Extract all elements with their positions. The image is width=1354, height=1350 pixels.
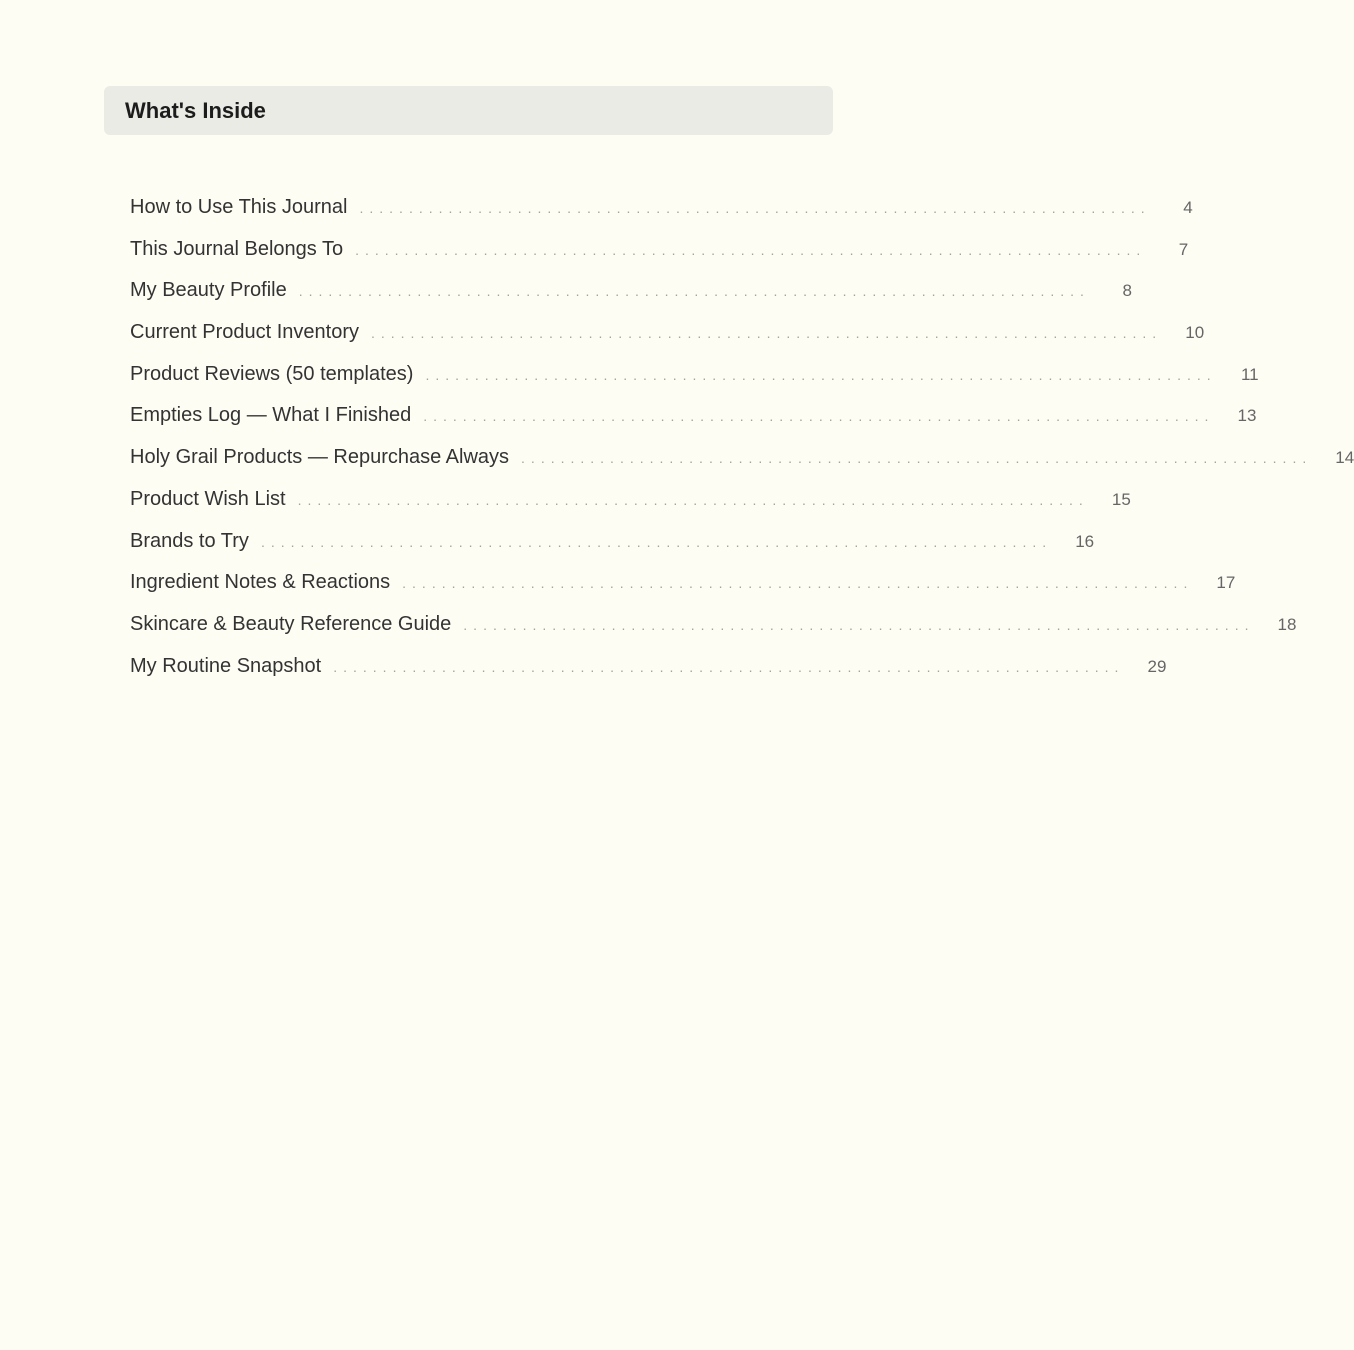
toc-entry-title: Holy Grail Products — Repurchase Always — [130, 446, 510, 469]
toc-entry-title: My Beauty Profile — [130, 279, 287, 302]
toc-entry-title: My Routine Snapshot — [130, 654, 322, 677]
toc-entry-title: Product Reviews (50 templates) — [130, 362, 414, 385]
toc-entry-page: 29 — [1147, 656, 1167, 676]
toc-entry-page: 16 — [1075, 531, 1095, 551]
toc-entry[interactable] — [130, 437, 1354, 479]
dot-leader: ................................................................................ — [463, 616, 1255, 633]
toc-entry-page: 14 — [1335, 448, 1354, 468]
toc-entry-title: Empties Log — What I Finished — [130, 404, 412, 427]
toc-entry-page: 18 — [1277, 614, 1297, 634]
toc-entry[interactable] — [130, 354, 1259, 396]
toc-entry-page: 17 — [1216, 573, 1236, 593]
page-title: What's Inside — [125, 97, 266, 123]
dot-leader: ................................................................................ — [297, 491, 1089, 508]
toc-entry[interactable] — [130, 229, 1189, 271]
toc-entry-page: 7 — [1178, 239, 1189, 259]
toc-entry-title: Ingredient Notes & Reactions — [130, 571, 391, 594]
dot-leader: ................................................................................ — [359, 200, 1151, 216]
dot-leader: ................................................................................ — [298, 283, 1090, 300]
toc-entry-title: Brands to Try — [130, 529, 249, 552]
toc-entry-title: This Journal Belongs To — [130, 237, 344, 260]
toc-entry[interactable] — [130, 479, 1131, 521]
toc-entry[interactable] — [130, 270, 1132, 312]
dot-leader: ................................................................................ — [333, 658, 1125, 675]
toc-entry-page: 13 — [1237, 406, 1257, 426]
toc-entry[interactable] — [130, 646, 1167, 688]
toc-entry-page: 4 — [1183, 198, 1193, 217]
toc-entry-page: 11 — [1240, 364, 1259, 384]
toc-entry[interactable] — [130, 521, 1095, 563]
dot-leader: ................................................................................ — [425, 366, 1217, 383]
table-of-contents — [130, 187, 1354, 687]
dot-leader: ................................................................................ — [402, 575, 1194, 592]
toc-entry-title: Product Wish List — [130, 487, 286, 510]
section-header — [104, 86, 833, 135]
toc-entry[interactable] — [130, 187, 1193, 229]
toc-entry[interactable] — [130, 604, 1297, 646]
toc-entry-title: Skincare & Beauty Reference Guide — [130, 612, 452, 635]
dot-leader: ................................................................................ — [355, 241, 1147, 258]
dot-leader: ................................................................................ — [423, 408, 1215, 425]
toc-entry-title: How to Use This Journal — [130, 196, 348, 218]
dot-leader: ................................................................................ — [371, 325, 1163, 342]
toc-entry[interactable] — [130, 395, 1257, 437]
dot-leader: ................................................................................ — [521, 450, 1313, 467]
toc-entry[interactable] — [130, 312, 1205, 354]
toc-entry-page: 10 — [1185, 323, 1205, 343]
toc-entry[interactable] — [130, 562, 1236, 604]
toc-entry-page: 8 — [1122, 281, 1132, 301]
toc-entry-page: 15 — [1111, 489, 1131, 509]
dot-leader: ................................................................................ — [260, 533, 1053, 550]
toc-entry-title: Current Product Inventory — [130, 321, 359, 344]
